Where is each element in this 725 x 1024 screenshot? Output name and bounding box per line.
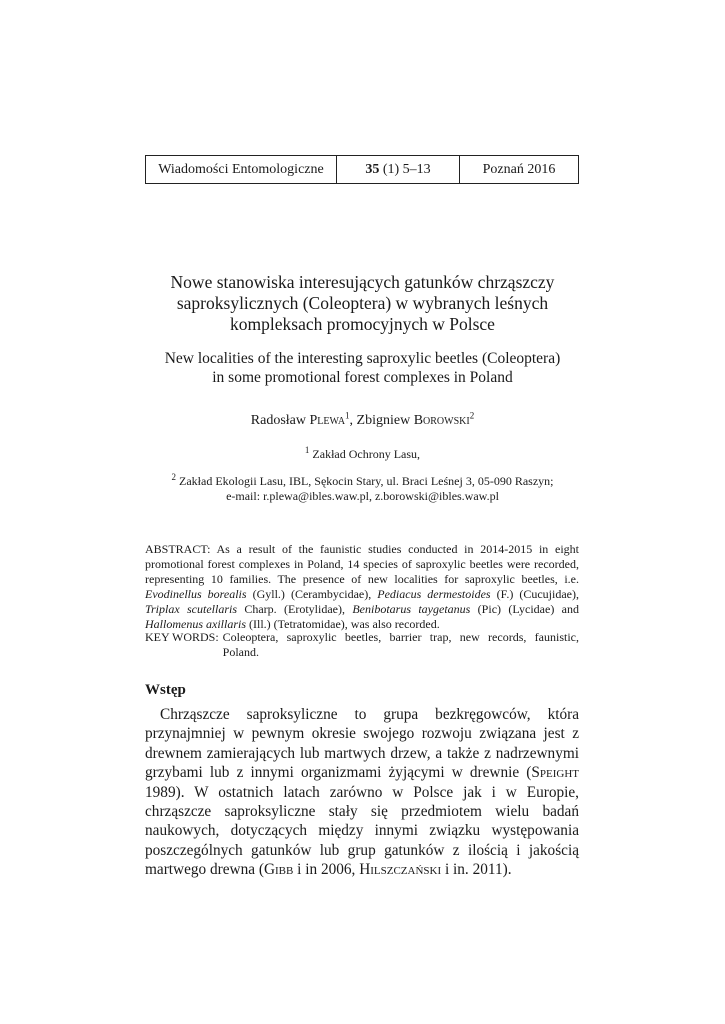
title-english-line: New localities of the interesting saproxylic beetles (Coleoptera) <box>164 350 561 367</box>
keywords-text: Coleoptera, saproxylic beetles, barrier trap, new records, faunistic, Poland. <box>222 630 579 659</box>
title-polish-line: Nowe stanowiska interesujących gatunków chrząszczy <box>170 272 555 292</box>
intro-paragraph <box>145 705 579 880</box>
volume-number: 35 <box>365 161 380 177</box>
species-name: Hallomenus axillaris <box>145 616 246 631</box>
abstract-text: (Gyll.) (Cerambycidae), <box>246 586 378 601</box>
paragraph-text: i in 2006, <box>293 861 360 879</box>
journal-header-table <box>145 155 579 184</box>
affiliation-1 <box>110 447 615 462</box>
journal-name: Wiadomości Entomologiczne <box>146 156 337 183</box>
abstract-text: (Pic) (Lycidae) and <box>470 601 579 616</box>
place-year: Poznań 2016 <box>482 161 556 177</box>
keywords-label: KEY WORDS: <box>145 630 219 644</box>
author-separator: , Zbigniew <box>349 413 414 428</box>
authors <box>110 410 615 429</box>
title-english-line: in some promotional forest complexes in Poland <box>212 369 513 386</box>
citation-author: Speight <box>531 764 579 782</box>
abstract-text: (Ill.) (Tetratomidae), was also recorded. <box>246 616 440 631</box>
species-name: Benibotarus taygetanus <box>352 601 471 616</box>
affiliation-1-text: Zakład Ochrony Lasu, <box>309 447 421 461</box>
abstract-text: (F.) (Cucujidae), <box>490 586 580 601</box>
author2-affiliation-mark: 2 <box>469 410 475 421</box>
citation-author: Hilszczański <box>359 861 442 879</box>
paragraph-text: i in. 2011). <box>441 861 512 879</box>
section-heading: Wstęp <box>145 682 186 698</box>
abstract-text: Charp. (Erotylidae), <box>237 601 353 616</box>
paragraph-text: 1989). W ostatnich latach zarówno w Polsce jak i w Europie, chrząszcze saproksyliczne stały się przedmiotem wielu badań naukowych, dotyczących między innymi związku występowania poszczególnych gatunków lub grup gatunków z ilością i jakością martwego drewna ( <box>145 783 579 879</box>
species-name: Evodinellus borealis <box>145 586 247 601</box>
volume-issue-pages <box>337 156 460 183</box>
affiliation-2-address: Zakład Ekologii Lasu, IBL, Sękocin Stary, ul. Braci Leśnej 3, 05-090 Raszyn; <box>176 474 554 488</box>
title-polish-line: kompleksach promocyjnych w Polsce <box>230 314 495 334</box>
author2-last-name: Borowski <box>413 413 470 428</box>
title-polish-line: saproksylicznych (Coleoptera) w wybranych leśnych <box>176 293 549 313</box>
abstract-text: ABSTRACT: As a result of the faunistic studies conducted in 2014-2015 in eight promotional forest complexes in Poland, 14 species of saproxylic beetles were recorded, representing 10 families. The presence of new localities for saproxylic beetles, i.e. <box>145 542 579 586</box>
abstract <box>145 542 579 631</box>
author1-last-name: Plewa <box>309 413 346 428</box>
affiliation-2 <box>110 474 615 504</box>
affiliation-2-email: e-mail: r.plewa@ibles.waw.pl, z.borowski@ibles.waw.pl <box>226 489 499 503</box>
paragraph-text: Chrząszcze saproksyliczne to grupa bezkręgowców, która przynajmniej w pewnym okresie swojego rozwoju związana jest z drewnem zamierających lub martwych drzew, a także z nadrzewnymi grzybami lub z innymi organizmami żyjącymi w drewnie ( <box>145 706 579 782</box>
species-name: Triplax scutellaris <box>145 601 238 616</box>
author1-affiliation-mark: 1 <box>345 410 350 421</box>
affiliation-2-mark: 2 <box>171 472 176 482</box>
title-polish <box>110 272 615 335</box>
issue-pages: (1) 5–13 <box>379 161 431 177</box>
citation-author: Gibb <box>263 861 294 879</box>
affiliation-1-mark: 1 <box>304 445 310 455</box>
keywords <box>145 630 579 660</box>
species-name: Pediacus dermestoides <box>377 586 491 601</box>
title-english <box>110 349 615 387</box>
author1-first-name: Radosław <box>250 413 310 428</box>
